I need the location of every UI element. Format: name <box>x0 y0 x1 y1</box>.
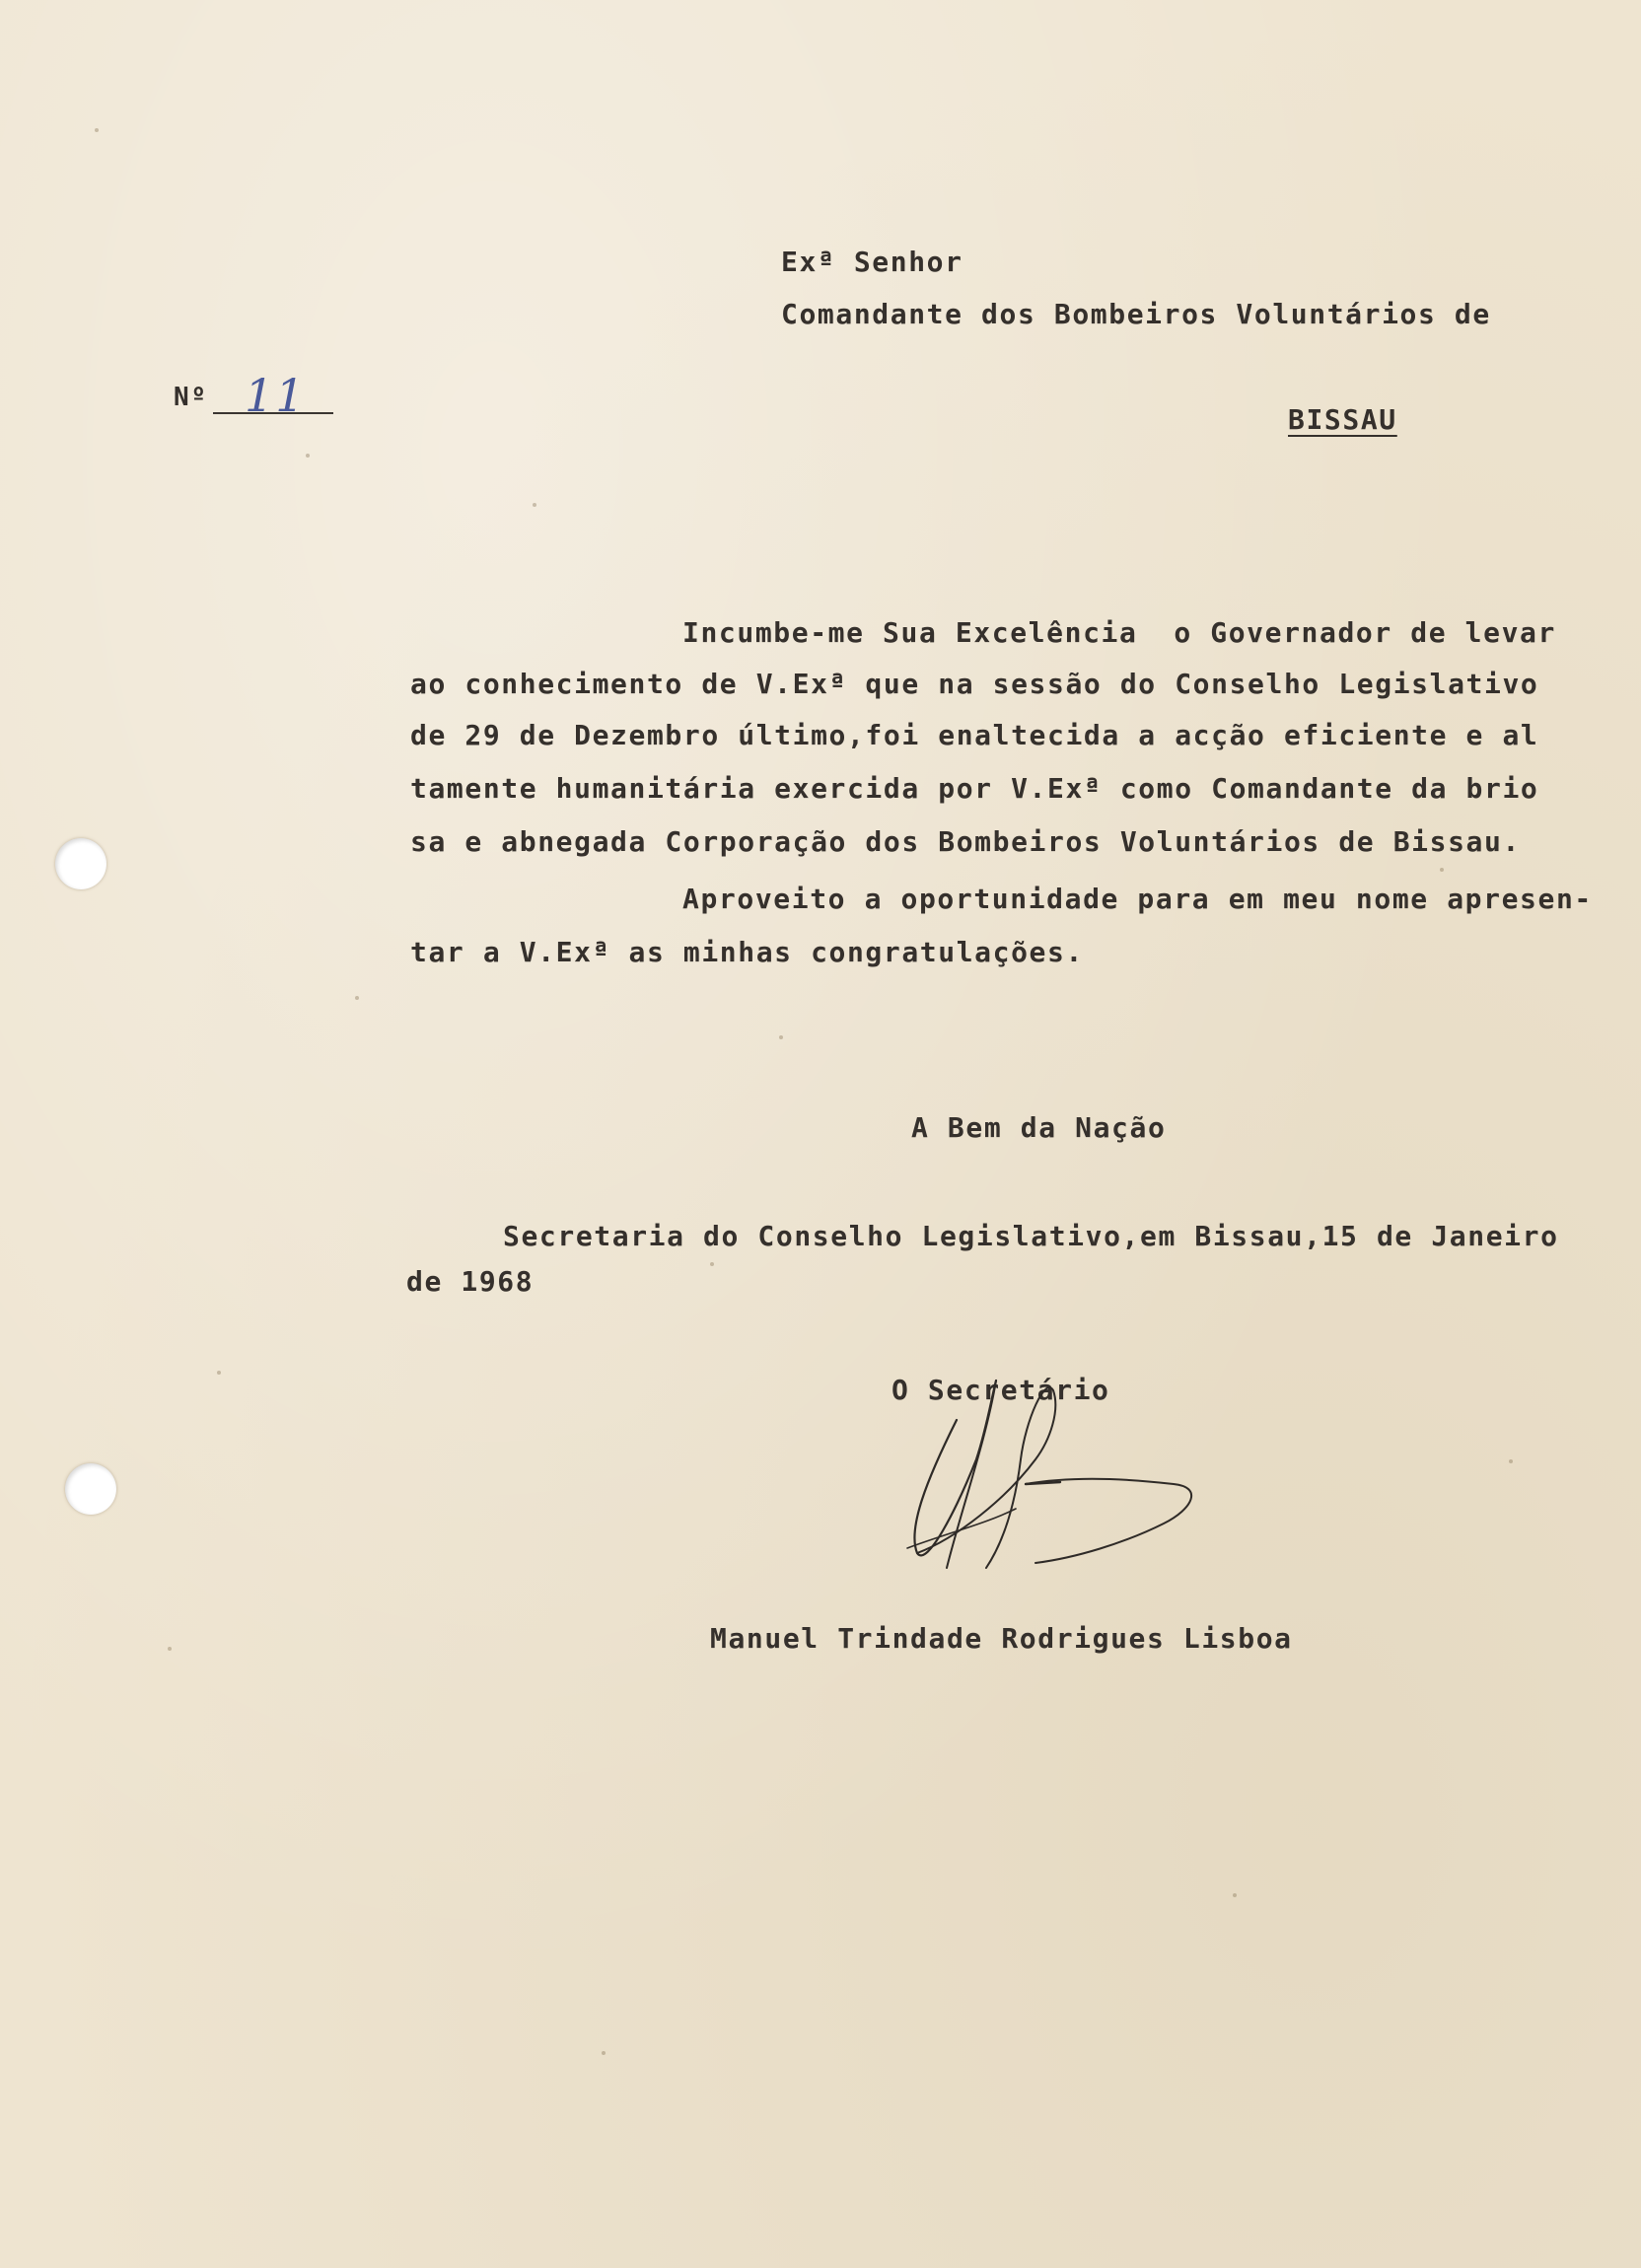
body-line: ao conhecimento de V.Exª que na sessão do Conselho Legislativo <box>410 668 1539 700</box>
salutation: Exª Senhor <box>781 246 963 278</box>
paper-speck <box>1440 868 1444 872</box>
body-line: de 29 de Dezembro último,foi enaltecida a acção eficiente e al <box>410 719 1539 751</box>
paper-speck <box>533 503 536 507</box>
place-date-line: de 1968 <box>406 1265 535 1298</box>
closing: A Bem da Nação <box>911 1111 1167 1144</box>
handwritten-signature <box>888 1361 1223 1588</box>
signer-title: O Secretário <box>892 1374 1110 1406</box>
signer-name: Manuel Trindade Rodrigues Lisboa <box>710 1622 1293 1655</box>
body-line: sa e abnegada Corporação dos Bombeiros Voluntários de Bissau. <box>410 825 1521 858</box>
paper-speck <box>306 454 310 458</box>
city: BISSAU <box>1288 403 1397 436</box>
paper-speck <box>217 1371 221 1375</box>
body-line: tamente humanitária exercida por V.Exª como Comandante da brio <box>410 772 1539 805</box>
place-date-line: Secretaria do Conselho Legislativo,em Bissau,15 de Janeiro <box>503 1220 1559 1252</box>
addressee: Comandante dos Bombeiros Voluntários de <box>781 298 1491 330</box>
punch-hole-bottom <box>65 1463 116 1515</box>
paper-speck <box>779 1035 783 1039</box>
paper-speck <box>355 996 359 1000</box>
paper-speck <box>95 128 99 132</box>
body-line: tar a V.Exª as minhas congratulações. <box>410 936 1084 968</box>
number-label: Nº <box>174 383 208 412</box>
paper-speck <box>168 1647 172 1651</box>
punch-hole-top <box>55 838 107 889</box>
paper-speck <box>1509 1459 1513 1463</box>
paper-speck <box>710 1262 714 1266</box>
handwritten-number: 11 <box>245 369 307 422</box>
paper-speck <box>602 2051 606 2055</box>
body-line: Aproveito a oportunidade para em meu nome apresen- <box>682 883 1593 915</box>
paper-speck <box>1233 1893 1237 1897</box>
body-line: Incumbe-me Sua Excelência o Governador de levar <box>682 616 1556 649</box>
